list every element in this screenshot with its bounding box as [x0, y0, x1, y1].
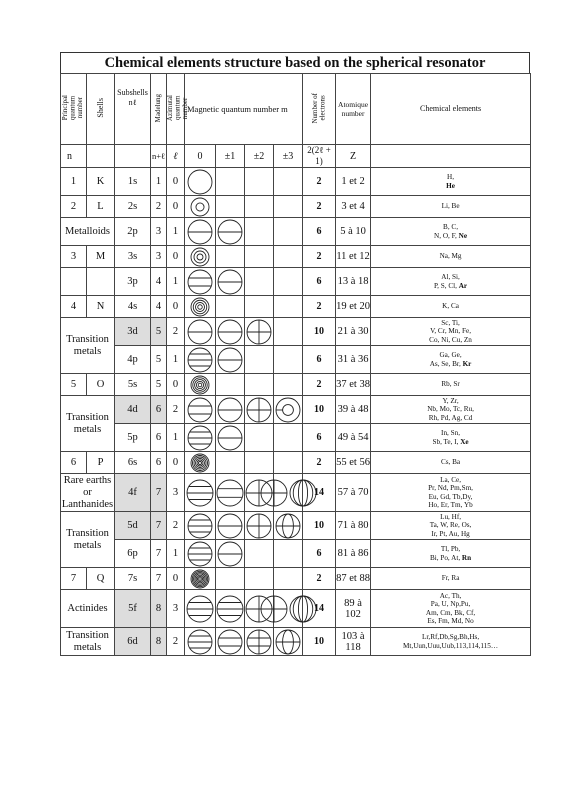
orbital-4s-m1	[216, 296, 245, 318]
orbital-3p-m3	[274, 268, 303, 296]
azimutal-7s: 0	[167, 568, 185, 590]
shell-M: M	[87, 246, 115, 268]
electrons-7s: 2	[303, 568, 336, 590]
atomic-number-4d: 39 à 48	[336, 396, 371, 424]
elements-4f: La, Ce, Pr, Nd, Pm,Sm, Eu, Gd, Tb,Dy, Ho, Er, Tm, Yb	[371, 474, 531, 512]
subshell-6p: 6p	[115, 540, 151, 568]
header-magnetic-quantum-number: Magnetic quantum number m	[185, 74, 303, 145]
madelung-2p: 3	[151, 218, 167, 246]
subshell-row-5p	[61, 424, 531, 452]
orbital-5s-m2	[245, 374, 274, 396]
header-chemical-elements: Chemical elements	[371, 74, 531, 145]
orbital-4f-m1	[216, 474, 245, 512]
group-metalloids: Metalloids	[61, 218, 115, 246]
electrons-4f: 14	[303, 474, 336, 512]
elements-3d: Sc, Ti, V, Cr, Mn, Fe, Co, Ni, Cu, Zn	[371, 318, 531, 346]
madelung-2s: 2	[151, 196, 167, 218]
orbital-4s-m3	[274, 296, 303, 318]
orbital-5f-m3	[274, 590, 303, 628]
elements-5s: Rb, Sr	[371, 374, 531, 396]
orbital-5s-m3	[274, 374, 303, 396]
orbital-4d-m1	[216, 396, 245, 424]
group-trans3: Transition metals	[61, 318, 115, 374]
subshell-row-6s	[61, 452, 531, 474]
electrons-2p: 6	[303, 218, 336, 246]
azimutal-5s: 0	[167, 374, 185, 396]
orbital-4p-m3	[274, 346, 303, 374]
header-shells: Shells	[87, 74, 115, 145]
madelung-5d: 7	[151, 512, 167, 540]
symbol-z: Z	[336, 145, 371, 168]
elements-5f: Ac, Th, Pa, U, Np,Pu, Am, Cm, Bk, Cf, Es, Fm, Md, No	[371, 590, 531, 628]
electrons-5p: 6	[303, 424, 336, 452]
symbol-electrons: 2(2ℓ + 1)	[303, 145, 336, 168]
elements-table	[60, 73, 531, 656]
orbital-3s-m3	[274, 246, 303, 268]
group-trans6: Transition metals	[61, 628, 115, 656]
orbital-2p-m2	[245, 218, 274, 246]
atomic-number-2s: 3 et 4	[336, 196, 371, 218]
atomic-number-6s: 55 et 56	[336, 452, 371, 474]
orbital-2s-m1	[216, 196, 245, 218]
orbital-3s-m0	[185, 246, 216, 268]
orbital-3d-m2	[245, 318, 274, 346]
orbital-3s-m2	[245, 246, 274, 268]
orbital-6p-m2	[245, 540, 274, 568]
orbital-5f-m0	[185, 590, 216, 628]
orbital-1s-m2	[245, 168, 274, 196]
orbital-6p-m3	[274, 540, 303, 568]
orbital-7s-m0	[185, 568, 216, 590]
orbital-2p-m0	[185, 218, 216, 246]
azimutal-1s: 0	[167, 168, 185, 196]
elements-6p: Tl, Pb, Bi, Po, At, Rn	[371, 540, 531, 568]
subshell-row-3d	[61, 318, 531, 346]
shell-O: O	[87, 374, 115, 396]
electrons-4p: 6	[303, 346, 336, 374]
atomic-number-3p: 13 à 18	[336, 268, 371, 296]
orbital-4d-m0	[185, 396, 216, 424]
madelung-6s: 6	[151, 452, 167, 474]
electrons-6s: 2	[303, 452, 336, 474]
atomic-number-4s: 19 et 20	[336, 296, 371, 318]
orbital-2s-m0	[185, 196, 216, 218]
orbital-4s-m0	[185, 296, 216, 318]
subshell-5d: 5d	[115, 512, 151, 540]
elements-7s: Fr, Ra	[371, 568, 531, 590]
orbital-6p-m1	[216, 540, 245, 568]
madelung-3d: 5	[151, 318, 167, 346]
orbital-6d-m0	[185, 628, 216, 656]
orbital-3d-m1	[216, 318, 245, 346]
elements-4p: Ga, Ge, As, Se, Br, Kr	[371, 346, 531, 374]
orbital-6s-m2	[245, 452, 274, 474]
orbital-6s-m0	[185, 452, 216, 474]
electrons-4d: 10	[303, 396, 336, 424]
shell-Q: Q	[87, 568, 115, 590]
orbital-6d-m2	[245, 628, 274, 656]
azimutal-5f: 3	[167, 590, 185, 628]
subshell-4s: 4s	[115, 296, 151, 318]
principal-number-3: 3	[61, 246, 87, 268]
madelung-3s: 3	[151, 246, 167, 268]
orbital-5s-m1	[216, 374, 245, 396]
electrons-3p: 6	[303, 268, 336, 296]
subshell-1s: 1s	[115, 168, 151, 196]
elements-2s: Li, Be	[371, 196, 531, 218]
subshell-row-5d	[61, 512, 531, 540]
header-principal-quantum-number: Principal quantum number	[61, 74, 87, 145]
orbital-5p-m3	[274, 424, 303, 452]
orbital-7s-m1	[216, 568, 245, 590]
orbital-6s-m3	[274, 452, 303, 474]
azimutal-4p: 1	[167, 346, 185, 374]
subshell-6d: 6d	[115, 628, 151, 656]
elements-3s: Na, Mg	[371, 246, 531, 268]
symbol-m2: ±2	[245, 145, 274, 168]
azimutal-6d: 2	[167, 628, 185, 656]
atomic-number-1s: 1 et 2	[336, 168, 371, 196]
orbital-7s-m2	[245, 568, 274, 590]
azimutal-5p: 1	[167, 424, 185, 452]
orbital-4d-m2	[245, 396, 274, 424]
elements-2p: B, C, N, O, F, Ne	[371, 218, 531, 246]
orbital-1s-m0	[185, 168, 216, 196]
orbital-5d-m3	[274, 512, 303, 540]
atomic-number-7s: 87 et 88	[336, 568, 371, 590]
subshell-4p: 4p	[115, 346, 151, 374]
atomic-number-3d: 21 à 30	[336, 318, 371, 346]
elements-structure-sheet	[60, 52, 530, 656]
shell-K: K	[87, 168, 115, 196]
azimutal-6s: 0	[167, 452, 185, 474]
atomic-number-4f: 57 à 70	[336, 474, 371, 512]
madelung-5s: 5	[151, 374, 167, 396]
madelung-6d: 8	[151, 628, 167, 656]
shell-L: L	[87, 196, 115, 218]
elements-4d: Y, Zr, Nb, Mo, Tc, Ru, Rh, Pd, Ag, Cd	[371, 396, 531, 424]
orbital-6d-m1	[216, 628, 245, 656]
subshell-row-6p	[61, 540, 531, 568]
electrons-2s: 2	[303, 196, 336, 218]
orbital-3p-m1	[216, 268, 245, 296]
subshell-4d: 4d	[115, 396, 151, 424]
orbital-6s-m1	[216, 452, 245, 474]
symbol-m0: 0	[185, 145, 216, 168]
symbol-m3: ±3	[274, 145, 303, 168]
orbital-2s-m3	[274, 196, 303, 218]
azimutal-5d: 2	[167, 512, 185, 540]
elements-6s: Cs, Ba	[371, 452, 531, 474]
madelung-5f: 8	[151, 590, 167, 628]
principal-number-5: 5	[61, 374, 87, 396]
subshell-2s: 2s	[115, 196, 151, 218]
symbol-m1: ±1	[216, 145, 245, 168]
azimutal-2p: 1	[167, 218, 185, 246]
atomic-number-5d: 71 à 80	[336, 512, 371, 540]
azimutal-4f: 3	[167, 474, 185, 512]
orbital-5p-m1	[216, 424, 245, 452]
azimutal-6p: 1	[167, 540, 185, 568]
symbol-l: ℓ	[167, 145, 185, 168]
madelung-4p: 5	[151, 346, 167, 374]
subshell-row-2p	[61, 218, 531, 246]
orbital-4f-m3	[274, 474, 303, 512]
subshell-5p: 5p	[115, 424, 151, 452]
atomic-number-5f: 89 à 102	[336, 590, 371, 628]
group-actinides: Actinides	[61, 590, 115, 628]
symbol-madelung: n+ℓ	[151, 145, 167, 168]
subshell-3p: 3p	[115, 268, 151, 296]
orbital-5s-m0	[185, 374, 216, 396]
subshell-3s: 3s	[115, 246, 151, 268]
subshell-row-3s	[61, 246, 531, 268]
symbol-row	[61, 145, 531, 168]
orbital-6p-m0	[185, 540, 216, 568]
orbital-3d-m3	[274, 318, 303, 346]
orbital-4f-m0	[185, 474, 216, 512]
madelung-3p: 4	[151, 268, 167, 296]
atomic-number-2p: 5 à 10	[336, 218, 371, 246]
madelung-6p: 7	[151, 540, 167, 568]
subshell-5s: 5s	[115, 374, 151, 396]
elements-3p: Al, Si, P, S, Cl, Ar	[371, 268, 531, 296]
principal-number-1: 1	[61, 168, 87, 196]
subshell-3d: 3d	[115, 318, 151, 346]
orbital-2p-m3	[274, 218, 303, 246]
orbital-7s-m3	[274, 568, 303, 590]
electrons-3s: 2	[303, 246, 336, 268]
subshell-row-5s	[61, 374, 531, 396]
electrons-1s: 2	[303, 168, 336, 196]
header-row	[61, 74, 531, 145]
subshell-row-7s	[61, 568, 531, 590]
subshell-row-4p	[61, 346, 531, 374]
azimutal-4d: 2	[167, 396, 185, 424]
orbital-3d-m0	[185, 318, 216, 346]
group-trans4: Transition metals	[61, 396, 115, 452]
subshell-row-4s	[61, 296, 531, 318]
subshell-row-4f	[61, 474, 531, 512]
madelung-4d: 6	[151, 396, 167, 424]
azimutal-2s: 0	[167, 196, 185, 218]
subshell-row-1s	[61, 168, 531, 196]
electrons-5s: 2	[303, 374, 336, 396]
azimutal-3s: 0	[167, 246, 185, 268]
elements-4s: K, Ca	[371, 296, 531, 318]
atomic-number-5s: 37 et 38	[336, 374, 371, 396]
symbol-n: n	[61, 145, 87, 168]
atomic-number-3s: 11 et 12	[336, 246, 371, 268]
orbital-4p-m2	[245, 346, 274, 374]
principal-number-6: 6	[61, 452, 87, 474]
atomic-number-6d: 103 à 118	[336, 628, 371, 656]
elements-1s: H, He	[371, 168, 531, 196]
orbital-2p-m1	[216, 218, 245, 246]
madelung-1s: 1	[151, 168, 167, 196]
orbital-2s-m2	[245, 196, 274, 218]
orbital-4s-m2	[245, 296, 274, 318]
group-trans5: Transition metals	[61, 512, 115, 568]
subshell-2p: 2p	[115, 218, 151, 246]
subshell-row-5f	[61, 590, 531, 628]
shell-N: N	[87, 296, 115, 318]
orbital-3p-m0	[185, 268, 216, 296]
subshell-row-4d	[61, 396, 531, 424]
electrons-6d: 10	[303, 628, 336, 656]
azimutal-3p: 1	[167, 268, 185, 296]
shell-P: P	[87, 452, 115, 474]
elements-5d: Lu, Hf, Ta, W, Re, Os, Ir, Pt, Au, Hg	[371, 512, 531, 540]
principal-number-2: 2	[61, 196, 87, 218]
electrons-6p: 6	[303, 540, 336, 568]
group-rare: Rare earths or Lanthanides	[61, 474, 114, 510]
atomic-number-6p: 81 à 86	[336, 540, 371, 568]
shell-empty	[87, 268, 115, 296]
elements-6d: Lr,Rf,Db,Sg,Bh,Hs, Mt,Uun,Uuu,Uub,113,114,115…	[371, 628, 531, 656]
symbol-elements-empty	[371, 145, 531, 168]
subshell-row-6d	[61, 628, 531, 656]
header-madelung: Madelung	[151, 74, 167, 145]
atomic-number-5p: 49 à 54	[336, 424, 371, 452]
subshell-row-3p	[61, 268, 531, 296]
principal-number-7: 7	[61, 568, 87, 590]
orbital-3p-m2	[245, 268, 274, 296]
madelung-5p: 6	[151, 424, 167, 452]
orbital-5d-m0	[185, 512, 216, 540]
symbol-shell-empty	[87, 145, 115, 168]
orbital-4p-m0	[185, 346, 216, 374]
orbital-1s-m1	[216, 168, 245, 196]
orbital-5p-m2	[245, 424, 274, 452]
subshell-7s: 7s	[115, 568, 151, 590]
orbital-5d-m1	[216, 512, 245, 540]
orbital-4d-m3	[274, 396, 303, 424]
header-subshells: Subshells nℓ	[115, 74, 151, 145]
document-title: Chemical elements structure based on the spherical resonator	[60, 52, 530, 73]
orbital-5p-m0	[185, 424, 216, 452]
orbital-1s-m3	[274, 168, 303, 196]
symbol-subshell-empty	[115, 145, 151, 168]
subshell-row-2s	[61, 196, 531, 218]
principal-number-4: 4	[61, 296, 87, 318]
header-atomique-number: Atomique number	[336, 74, 371, 145]
subshell-6s: 6s	[115, 452, 151, 474]
azimutal-4s: 0	[167, 296, 185, 318]
orbital-5d-m2	[245, 512, 274, 540]
header-azimutal-quantum-number: Azimutal quantum number	[167, 74, 185, 145]
azimutal-3d: 2	[167, 318, 185, 346]
atomic-number-4p: 31 à 36	[336, 346, 371, 374]
electrons-5d: 10	[303, 512, 336, 540]
electrons-5f: 14	[303, 590, 336, 628]
orbital-4p-m1	[216, 346, 245, 374]
orbital-3s-m1	[216, 246, 245, 268]
principal-number-empty	[61, 268, 87, 296]
orbital-6d-m3	[274, 628, 303, 656]
electrons-3d: 10	[303, 318, 336, 346]
subshell-4f: 4f	[115, 474, 151, 512]
electrons-4s: 2	[303, 296, 336, 318]
madelung-4s: 4	[151, 296, 167, 318]
orbital-5f-m1	[216, 590, 245, 628]
madelung-7s: 7	[151, 568, 167, 590]
header-number-of-electrons: Number of electrons	[303, 74, 336, 145]
madelung-4f: 7	[151, 474, 167, 512]
subshell-5f: 5f	[115, 590, 151, 628]
elements-5p: In, Sn, Sb, Te, I, Xe	[371, 424, 531, 452]
